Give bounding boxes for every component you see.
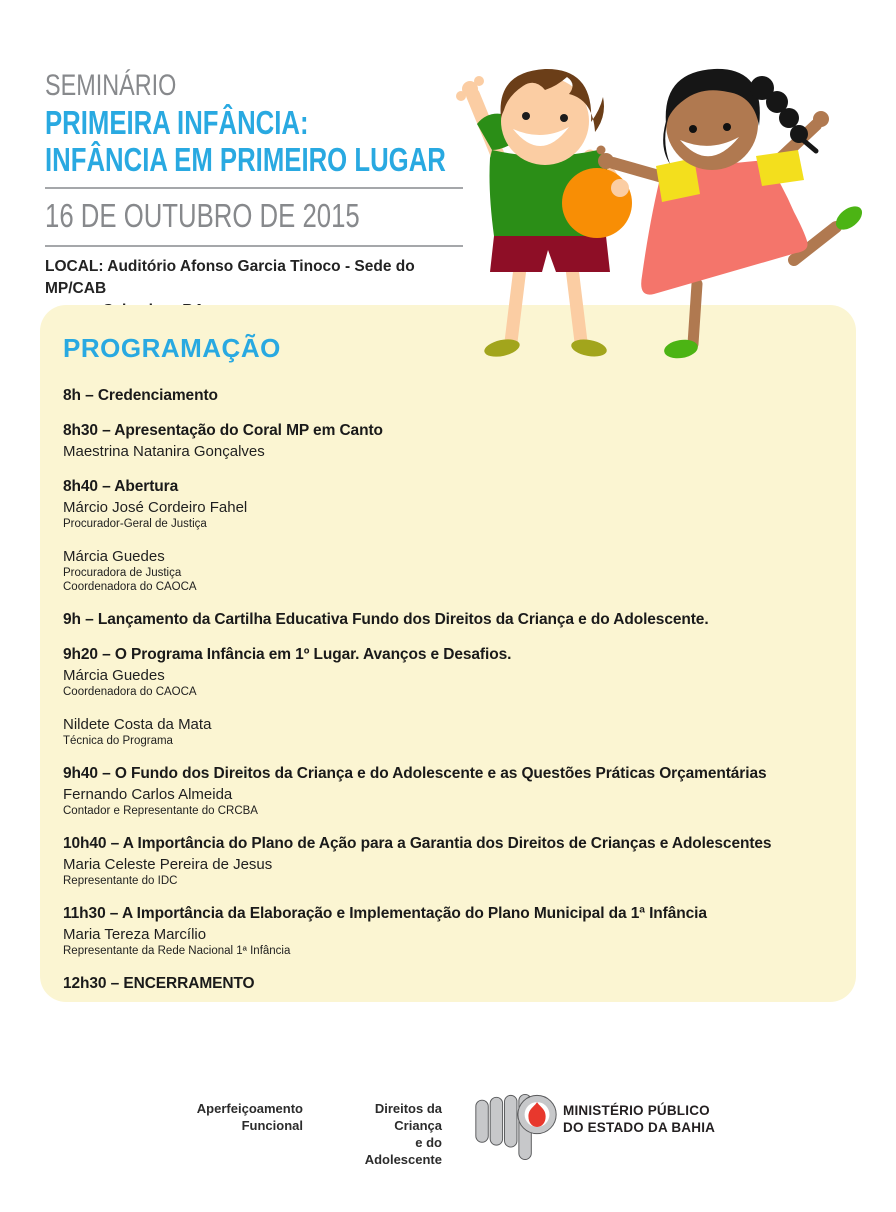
footer-aperfeicoamento [173, 1100, 303, 1134]
footer-direitos-line2: e do Adolescente [364, 1135, 442, 1167]
speaker-name: Márcio José Cordeiro Fahel [63, 499, 248, 516]
program-item-time-title: 10h40 – A Importância do Plano de Ação para a Garantia dos Direitos de Crianças e Adolescentes [63, 835, 772, 852]
program-list [63, 386, 828, 993]
speaker-role: Coordenadora do CAOCA [63, 686, 197, 698]
children-illustration-svg [450, 50, 880, 365]
mp-bahia-logo-icon [472, 1088, 560, 1166]
poster-header [45, 68, 463, 322]
program-item [63, 645, 828, 699]
speaker-role: Contador e Representante do CRCBA [63, 805, 258, 817]
program-item [63, 421, 828, 461]
header-divider-top [45, 187, 463, 189]
footer-aperfeicoamento-line2: Funcional [241, 1118, 303, 1133]
footer-direitos-line1: Direitos da Criança [374, 1101, 442, 1133]
speaker-name: Nildete Costa da Mata [63, 716, 212, 733]
program-item [63, 715, 828, 748]
seminar-kicker: SEMINÁRIO [45, 69, 177, 102]
seminar-title-line1: PRIMEIRA INFÂNCIA: [45, 104, 309, 141]
speaker-name: Maestrina Natanira Gonçalves [63, 443, 265, 460]
speaker-name: Márcia Guedes [63, 667, 165, 684]
speaker-role: Coordenadora do CAOCA [63, 581, 197, 593]
program-item-time-title: 11h30 – A Importância da Elaboração e Implementação do Plano Municipal da 1ª Infância [63, 905, 707, 922]
program-item [63, 547, 828, 594]
footer-mp-name [563, 1102, 715, 1136]
speaker-role: Técnica do Programa [63, 735, 173, 747]
poster-footer [0, 1093, 896, 1183]
footer-mp-line2: DO ESTADO DA BAHIA [563, 1120, 716, 1135]
program-heading: PROGRAMAÇÃO [63, 333, 281, 363]
program-item-time-title: 8h – Credenciamento [63, 387, 218, 404]
program-item-time-title: 9h20 – O Programa Infância em 1º Lugar. Avanços e Desafios. [63, 646, 512, 663]
speaker-role: Procuradora de Justiça [63, 567, 182, 579]
program-item [63, 974, 828, 993]
program-item [63, 764, 828, 818]
girl-figure [597, 69, 867, 361]
program-box [40, 305, 856, 1002]
speaker-role: Procurador-Geral de Justiça [63, 518, 207, 530]
program-item [63, 610, 828, 629]
program-item [63, 904, 828, 958]
children-illustration [450, 50, 880, 365]
program-item-time-title: 12h30 – ENCERRAMENTO [63, 975, 255, 992]
program-item-time-title: 8h40 – Abertura [63, 478, 179, 495]
program-item-time-title: 9h40 – O Fundo dos Direitos da Criança e do Adolescente e as Questões Práticas Orçamentárias [63, 765, 767, 782]
speaker-name: Maria Tereza Marcílio [63, 926, 207, 943]
header-divider-bottom [45, 245, 463, 247]
speaker-role: Representante da Rede Nacional 1ª Infância [63, 945, 291, 957]
boy-figure [456, 69, 632, 360]
speaker-role: Representante do IDC [63, 875, 178, 887]
program-item [63, 477, 828, 531]
seminar-title-line2: INFÂNCIA EM PRIMEIRO LUGAR [45, 141, 446, 178]
footer-direitos [344, 1100, 442, 1168]
speaker-name: Maria Celeste Pereira de Jesus [63, 856, 273, 873]
program-item [63, 386, 828, 405]
program-item-time-title: 9h – Lançamento da Cartilha Educativa Fundo dos Direitos da Criança e do Adolescente. [63, 611, 709, 628]
speaker-name: Fernando Carlos Almeida [63, 786, 233, 803]
seminar-date: 16 DE OUTUBRO DE 2015 [45, 197, 360, 234]
speaker-name: Márcia Guedes [63, 548, 165, 565]
program-item-time-title: 8h30 – Apresentação do Coral MP em Canto [63, 422, 383, 439]
footer-aperfeicoamento-line1: Aperfeiçoamento [196, 1101, 303, 1116]
footer-mp-line1: MINISTÉRIO PÚBLICO [563, 1103, 710, 1118]
location-line1: LOCAL: Auditório Afonso Garcia Tinoco - Sede do MP/CAB [45, 258, 415, 297]
program-item [63, 834, 828, 888]
